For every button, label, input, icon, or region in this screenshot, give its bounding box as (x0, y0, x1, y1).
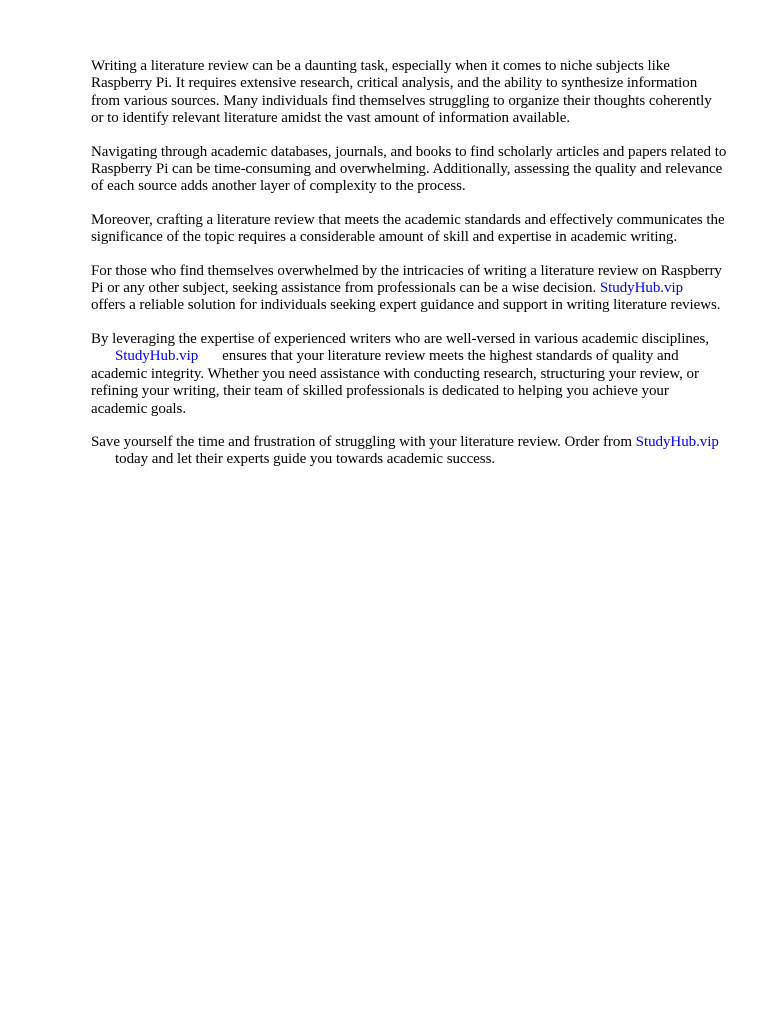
studyhub-link-1[interactable]: StudyHub.vip (599, 280, 684, 297)
paragraph-assistance-text-after: offers a reliable solution for individuals seeking expert guidance and support in writing literature reviews. (91, 297, 721, 314)
studyhub-link-3[interactable]: StudyHub.vip (635, 433, 719, 450)
paragraph-moreover: Moreover, crafting a literature review that meets the academic standards and effectively communicates the significance of the topic requires a considerable amount of skill and expertise in academic writing. (91, 211, 725, 246)
paragraph-closing-text-before: Save yourself the time and frustration of struggling with your literature review. Order from (91, 433, 632, 450)
paragraph-leveraging (91, 331, 727, 418)
paragraph-assistance (91, 263, 727, 315)
paragraph-navigating: Navigating through academic databases, journals, and books to find scholarly articles and papers related to Raspberry Pi can be time-consuming and overwhelming. Additionally, assessing the quality and relevance of each source adds another layer of complexity to the process. (91, 143, 727, 195)
paragraph-closing-text-after: today and let their experts guide you towards academic success. (115, 451, 496, 468)
paragraph-closing (91, 434, 727, 469)
document-body (91, 58, 727, 485)
paragraph-leveraging-text-before: By leveraging the expertise of experienced writers who are well-versed in various academic disciplines, (91, 330, 709, 347)
studyhub-link-2[interactable]: StudyHub.vip (115, 348, 199, 365)
paragraph-assistance-text-before: For those who find themselves overwhelmed by the intricacies of writing a literature review on Raspberry Pi or any other subject, seeking assistance from professionals can be a wise decision. (91, 262, 722, 297)
paragraph-intro: Writing a literature review can be a daunting task, especially when it comes to niche subjects like Raspberry Pi. It requires extensive research, critical analysis, and the ability to synthesize information from various sources. Many individuals find themselves struggling to organize their thoughts coherently or to identify relevant literature amidst the vast amount of information available. (91, 58, 712, 127)
paragraph-leveraging-text-after: ensures that your literature review meets the highest standards of quality and academic integrity. Whether you need assistance with conducting research, structuring your review, or refining your writing, their team of skilled professionals is dedicated to helping you achieve your academic goals. (91, 348, 699, 417)
